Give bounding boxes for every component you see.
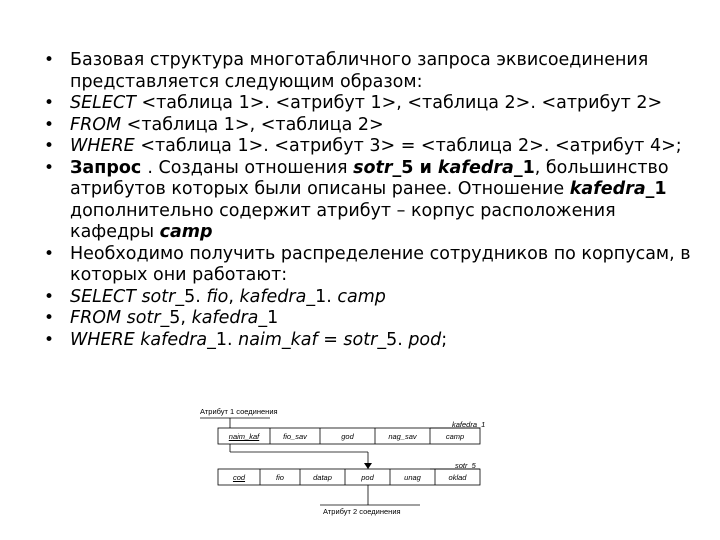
- join-attr-1-label: Атрибут 1 соединения: [200, 407, 278, 416]
- join-diagram: [190, 400, 490, 520]
- table1-col: nag_sav: [388, 432, 417, 441]
- bullet-text: FROM sotr: [70, 308, 161, 328]
- table1-col: naim_kaf: [228, 432, 260, 441]
- table1-col: camp: [445, 432, 465, 441]
- bullet-text: _1.: [207, 329, 239, 350]
- bullet-marker: •: [43, 114, 55, 135]
- bullet-item: [42, 158, 692, 244]
- bullet-text: ,: [228, 286, 240, 307]
- bullet-text: _5.: [175, 286, 207, 307]
- bullet-text: _5 и: [392, 157, 438, 178]
- bullet-text: camp: [159, 222, 213, 242]
- table2-col: fio: [276, 473, 284, 482]
- table2-col: unag: [404, 473, 421, 482]
- bullet-text: <таблица 1>. <атрибут 3> = <таблица 2>. <атрибут 4>;: [140, 136, 682, 156]
- bullet-list: [42, 50, 692, 351]
- bullet-text: _5,: [160, 308, 192, 328]
- table1-col: god: [341, 432, 354, 441]
- bullet-text: _1: [258, 308, 279, 328]
- bullet-marker: •: [43, 50, 55, 70]
- diagram-lines: [190, 400, 490, 520]
- bullet-text: SELECT: [70, 93, 142, 113]
- bullet-text: pod: [408, 329, 442, 350]
- bullet-item: [42, 244, 692, 287]
- bullet-item: [42, 50, 692, 93]
- bullet-item: [42, 93, 692, 115]
- bullet-text: ;: [441, 329, 448, 350]
- bullet-text: kafedra: [239, 286, 307, 307]
- table2-name: sotr_5: [455, 461, 476, 470]
- bullet-text: kafedra: [437, 157, 514, 178]
- bullet-text: Базовая структура многотабличного запроса эквисоединения представляется следующим образом:: [70, 50, 649, 92]
- bullet-marker: •: [43, 329, 55, 350]
- bullet-item: [42, 330, 692, 352]
- bullet-marker: •: [43, 157, 55, 178]
- bullet-text: SELECT sotr: [70, 286, 176, 307]
- table2-col: oklad: [448, 473, 467, 482]
- bullet-text: Запрос: [70, 157, 148, 178]
- bullet-text: <таблица 1>. <атрибут 1>, <таблица 2>. <атрибут 2>: [141, 93, 663, 113]
- bullet-text: naim_kaf = sotr: [238, 329, 378, 350]
- bullet-text: kafedra: [191, 308, 259, 328]
- bullet-text: _1: [645, 179, 667, 199]
- table1-col: fio_sav: [283, 432, 307, 441]
- bullet-text: <таблица 1>, <таблица 2>: [126, 114, 384, 135]
- bullet-text: WHERE kafedra: [70, 329, 208, 350]
- bullet-text: kafedra: [569, 179, 646, 199]
- bullet-text: . Созданы отношения: [147, 157, 354, 178]
- table2-col: pod: [361, 473, 374, 482]
- bullet-text: FROM: [70, 114, 127, 135]
- join-attr-2-label: Атрибут 2 соединения: [323, 507, 401, 516]
- bullet-item: [42, 115, 692, 137]
- bullet-marker: •: [43, 136, 55, 156]
- bullet-text: sotr: [353, 157, 393, 178]
- bullet-text: fio: [206, 286, 229, 307]
- bullet-text: , большинство атрибутов которых были описаны ранее. Отношение: [70, 157, 669, 199]
- bullet-marker: •: [43, 93, 55, 113]
- bullet-item: [42, 136, 692, 158]
- bullet-text: Необходимо получить распределение сотрудников по корпусам, в которых они работают:: [70, 243, 691, 285]
- bullet-marker: •: [43, 243, 55, 264]
- bullet-text: дополнительно содержит атрибут – корпус расположения кафедры: [70, 200, 616, 242]
- bullet-item: [42, 287, 692, 309]
- bullet-marker: •: [43, 308, 55, 328]
- table2-col: cod: [232, 473, 246, 482]
- table1-name: kafedra_1: [452, 420, 486, 429]
- bullet-item: [42, 308, 692, 330]
- bullet-text: camp: [337, 286, 386, 307]
- bullet-text: WHERE: [70, 136, 141, 156]
- table2-col: datap: [313, 473, 332, 482]
- bullet-text: _1: [513, 157, 535, 178]
- bullet-text: _1.: [306, 286, 338, 307]
- bullet-marker: •: [43, 286, 55, 307]
- bullet-text: _5.: [377, 329, 409, 350]
